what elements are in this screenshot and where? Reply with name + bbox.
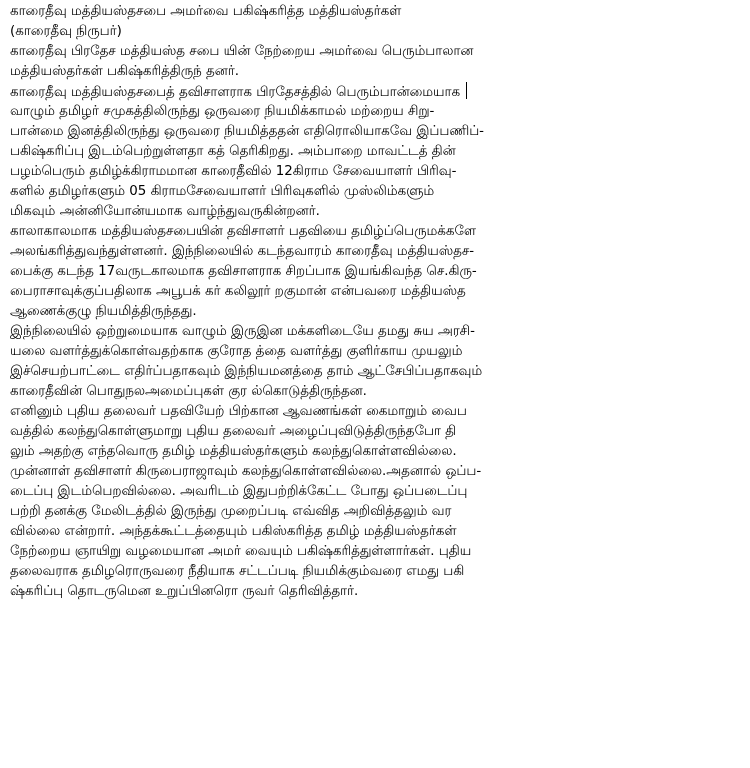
- text-line: காலாகாலமாக மத்தியஸ்தசபையின் தவிசாளர் பதவியை தமிழ்ப்பெருமக்களே: [10, 224, 477, 239]
- text-line: லும் அதற்கு எந்தவொரு தமிழ் மத்தியஸ்தர்களும் கலந்துகொள்ளவில்லை.: [10, 444, 457, 459]
- paragraph-3: [10, 222, 746, 322]
- text-line: எனினும் புதிய தலைவர் பதவியேற் பிற்கான ஆவணங்கள் கைமாறும் வைப: [10, 404, 467, 419]
- text-line: காரைதீவு பிரதேச மத்தியஸ்த சபை யின் நேற்றைய அமர்வை பெரும்பாலான: [10, 44, 474, 59]
- text-line: டைப்பு இடம்பெறவில்லை. அவரிடம் இதுபற்றிக்கேட்ட போது ஒப்படைப்பு: [10, 484, 468, 499]
- text-line: முன்னாள் தவிசாளர் கிருபைராஜாவும் கலந்துகொள்ளவில்லை.அதனால் ஒப்ப-: [10, 464, 482, 479]
- text-line: பைக்கு கடந்த 17வருடகாலமாக தவிசாளராக சிறப்பாக இயங்கிவந்த செ.கிரு-: [10, 264, 477, 279]
- text-line: இச்செயற்பாட்டை எதிர்ப்பதாகவும் இந்நியமனத்தை தாம் ஆட்சேபிப்பதாகவும்: [10, 364, 483, 379]
- text-line: ஷ்கரிப்பு தொடருமென உறுப்பினரொ ருவர் தெரிவித்தார்.: [10, 584, 359, 599]
- text-line: மிகவும் அன்னியோன்யமாக வாழ்ந்துவருகின்றனர்.: [10, 204, 320, 219]
- text-line: தலைவராக தமிழரொருவரை நீதியாக சட்டப்படி நியமிக்கும்வரை எமது பகி: [10, 564, 465, 579]
- paragraph-1: [10, 42, 746, 82]
- paragraph-4: [10, 322, 746, 402]
- text-line: வாழும் தமிழர் சமுகத்திலிருந்து ஒருவரை நியமிக்காமல் மற்றைய சிறு-: [10, 104, 435, 119]
- text-line: மத்தியஸ்தர்கள் பகிஷ்கரித்திருந் தனர்.: [10, 64, 239, 79]
- text-line: பான்மை இனத்திலிருந்து ஒருவரை நியமித்ததன் எதிரொலியாகவே இப்பணிப்-: [10, 124, 484, 139]
- news-article: [10, 2, 746, 602]
- text-line: யலை வளர்த்துக்கொள்வதற்காக குரோத த்தை வளர்த்து குளிர்காய முயலும்: [10, 344, 463, 359]
- paragraph-5: [10, 402, 746, 602]
- text-line: வில்லை என்றார். அந்தக்கூட்டத்தையும் பகிஸ்கரித்த தமிழ் மத்தியஸ்தர்கள்: [10, 524, 457, 539]
- text-line: அலங்கரித்துவந்துள்ளனர். இந்நிலையில் கடந்தவாரம் காரைதீவு மத்தியஸ்தச-: [10, 244, 475, 259]
- text-line: பழம்பெரும் தமிழ்க்கிராமமான காரைதீவில் 12கிராம சேவையாளர் பிரிவு-: [10, 164, 457, 179]
- text-cursor: [466, 82, 467, 99]
- text-line: பகிஷ்கரிப்பு இடம்பெற்றுள்ளதா கத் தெரிகிறது. அம்பாறை மாவட்டத் தின்: [10, 144, 456, 159]
- text-line: [10, 82, 746, 102]
- article-headline: காரைதீவு மத்தியஸ்தசபை அமர்வை பகிஷ்கரித்த மத்தியஸ்தர்கள்: [10, 4, 402, 19]
- text-line: களில் தமிழர்களும் 05 கிராமசேவையாளர் பிரிவுகளில் முஸ்லிம்களும்: [10, 184, 435, 199]
- article-byline: (காரைதீவு நிருபர்): [10, 24, 122, 39]
- text-line: காரைதீவின் பொதுநலஅமைப்புகள் குர ல்கொடுத்திருந்தன.: [10, 384, 367, 399]
- text-line: ஆணைக்குழு நியமித்திருந்தது.: [10, 304, 197, 319]
- text-line-content: காரைதீவு மத்தியஸ்தசபைத் தவிசாளராக பிரதேசத்தில் பெரும்பான்மையாக: [10, 85, 461, 100]
- paragraph-2: [10, 82, 746, 222]
- text-line: பற்றி தனக்கு மேலிடத்தில் இருந்து முறைப்படி எவ்வித அறிவித்தலும் வர: [10, 504, 452, 519]
- text-line: வத்தில் கலந்துகொள்ளுமாறு புதிய தலைவர் அழைப்புவிடுத்திருந்தபோ தி: [10, 424, 457, 439]
- text-line: நேற்றைய ஞாயிறு வழமையான அமர் வையும் பகிஷ்கரித்துள்ளார்கள். புதிய: [10, 544, 472, 559]
- text-line: இந்நிலையில் ஒற்றுமையாக வாழும் இருஇன மக்களிடையே தமது சுய அரசி-: [10, 324, 475, 339]
- text-line: பைராசாவுக்குப்பதிலாக அபூபக் கர் கலிலூர் றகுமான் என்பவரை மத்தியஸ்த: [10, 284, 466, 299]
